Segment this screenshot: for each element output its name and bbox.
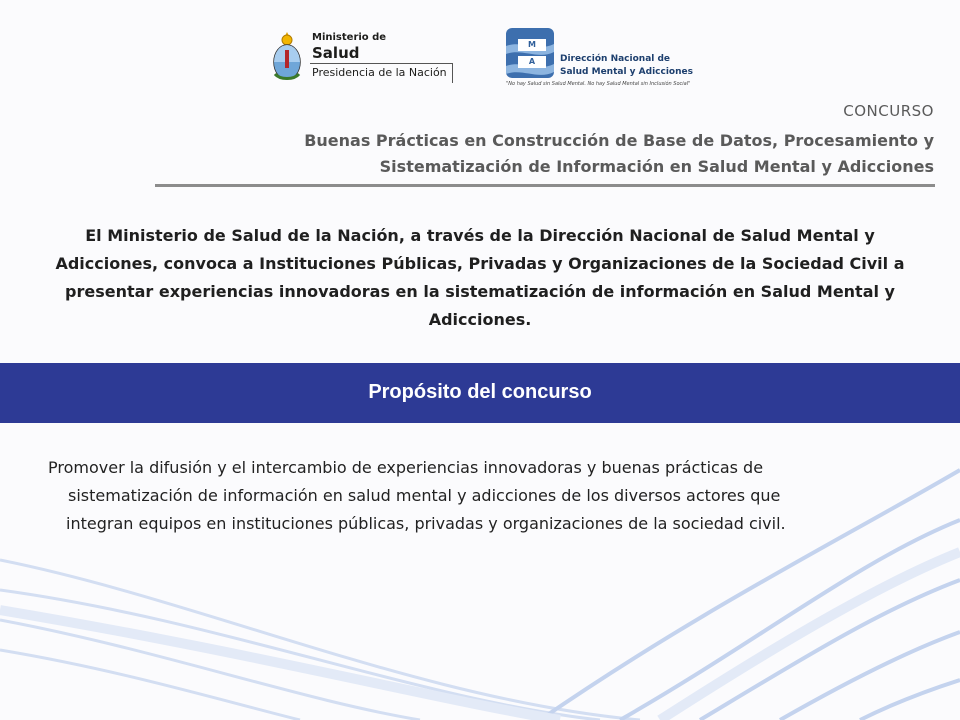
sma-badge-top: M [518,39,546,51]
intro-line: presentar experiencias innovadoras en la sistematización de información en Salud Mental y [65,282,895,301]
direccion-line1: Dirección Nacional de [560,54,671,64]
logos-row [268,26,708,90]
purpose-line: sistematización de información en salud mental y adicciones de los diversos actores que [68,486,781,505]
direccion-motto: "No hay Salud sin Salud Mental. No hay Salud Mental sin Inclusión Social" [506,81,691,87]
ministerio-salud-logo [268,26,458,90]
ministerio-line3: Presidencia de la Nación [312,66,447,79]
ministerio-divider [310,63,452,64]
intro-paragraph [12,222,948,334]
purpose-paragraph [48,454,938,538]
header-kicker: CONCURSO [843,102,934,120]
intro-line: Adicciones, convoca a Instituciones Públicas, Privadas y Organizaciones de la Sociedad Civil a [55,254,905,273]
section-banner [0,363,960,423]
ministerio-line2: Salud [312,44,360,62]
coat-of-arms-icon [270,30,304,82]
purpose-line: integran equipos en instituciones públicas, privadas y organizaciones de la sociedad civil. [66,514,786,533]
direccion-line2: Salud Mental y Adicciones [560,67,693,77]
sma-emblem-icon [506,26,554,82]
header-divider [155,184,935,187]
direccion-salud-mental-logo [506,26,706,90]
header-title-line1: Buenas Prácticas en Construcción de Base de Datos, Procesamiento y [304,131,934,150]
intro-line: Adicciones. [428,310,532,329]
section-title: Propósito del concurso [368,381,592,403]
ministerio-line1: Ministerio de [312,32,387,43]
purpose-line: Promover la difusión y el intercambio de experiencias innovadoras y buenas prácticas de [48,458,764,477]
document-header [304,102,934,180]
ministerio-divider-vertical [452,63,453,83]
sma-badge-bottom: A [518,56,546,68]
header-title-line2: Sistematización de Información en Salud Mental y Adicciones [379,157,934,176]
intro-line: El Ministerio de Salud de la Nación, a través de la Dirección Nacional de Salud Mental y [85,226,875,245]
